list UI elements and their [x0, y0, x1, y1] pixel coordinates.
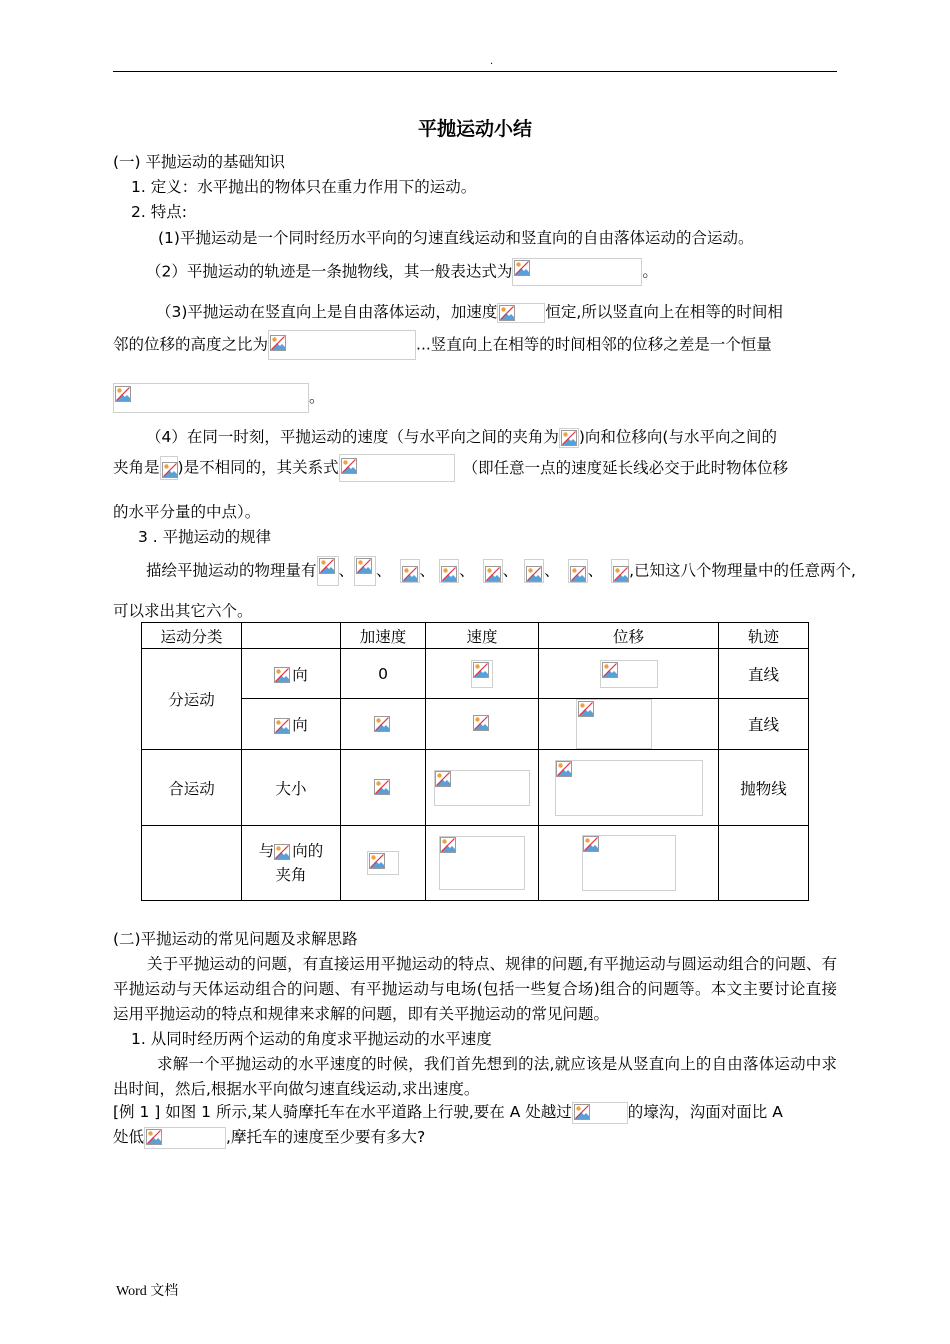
feature-3-line1 [156, 301, 783, 323]
example-text: 处低 [113, 1128, 145, 1146]
trajectory-cell: 抛物线 [719, 750, 809, 826]
broken-image-icon [473, 715, 489, 731]
feature-3-text: 恒定,所以竖直向上在相等的时间相 [545, 303, 783, 321]
broken-image-icon [369, 853, 385, 869]
feature-2-end: 。 [642, 262, 658, 281]
formula-image [268, 330, 416, 360]
feature-4-text: 夹角是 [113, 458, 160, 477]
broken-image-icon [146, 1129, 162, 1145]
formula-image [572, 1102, 628, 1124]
example-text: 的壕沟，沟面对面比 A [627, 1103, 783, 1121]
velocity-cell [426, 649, 539, 699]
feature-4-line2 [113, 454, 788, 482]
formula-image [113, 383, 309, 413]
broken-image-icon [374, 716, 390, 732]
formula-image [559, 428, 579, 448]
header-rule [113, 71, 837, 72]
footer-label: Word 文档 [116, 1284, 179, 1299]
acceleration-cell: 0 [341, 649, 426, 699]
motion-table [141, 622, 809, 901]
quantity-image [483, 559, 503, 583]
broken-image-icon [526, 566, 542, 582]
page-title: 平抛运动小结 [417, 118, 532, 140]
quantity-image [524, 559, 544, 583]
broken-image-icon [514, 260, 530, 276]
displacement-cell [539, 699, 719, 750]
feature-3-end: 。 [309, 388, 325, 406]
header-cell: 加速度 [341, 623, 426, 649]
feature-4-line1 [146, 426, 777, 448]
separator: 、 [502, 561, 519, 580]
formula-image [512, 258, 642, 286]
formula-image [497, 303, 545, 323]
empty-cell [719, 826, 809, 901]
feature-4-text: （即任意一点的速度延长线必交于此时物体位移 [462, 458, 789, 477]
feature-4-line3: 的水平分量的中点）。 [113, 503, 261, 521]
feature-2 [146, 258, 658, 286]
broken-image-icon [274, 667, 290, 683]
broken-image-icon [115, 386, 131, 402]
broken-image-icon [485, 566, 501, 582]
header-cell: 运动分类 [142, 623, 242, 649]
quantity-image [439, 559, 459, 583]
feature-3-line3 [113, 382, 325, 413]
formula-image [582, 835, 676, 891]
formula-image [274, 666, 292, 684]
formula-image [600, 660, 658, 688]
acceleration-cell [341, 750, 426, 826]
subsection-1-heading: 1. 从同时经历两个运动的角度求平抛运动的水平速度 [131, 1030, 492, 1048]
formula-image [471, 660, 493, 688]
law-text: ,已知这八个物理量中的任意两个, [629, 561, 856, 580]
feature-3-text: 邻的位移的高度之比为 [113, 335, 269, 354]
definition-line: 1. 定义：水平抛出的物体只在重力作用下的运动。 [131, 178, 477, 196]
formula-image [439, 836, 525, 890]
feature-3-text: （3)平抛运动在竖直向上是自由落体运动，加速度 [156, 303, 498, 321]
resultant-motion-cell: 合运动 [142, 750, 242, 826]
broken-image-icon [578, 701, 594, 717]
broken-image-icon [473, 662, 489, 678]
broken-image-icon [402, 566, 418, 582]
acceleration-cell [341, 699, 426, 750]
header-cell [242, 623, 341, 649]
example-1-line1 [113, 1100, 783, 1124]
broken-image-icon [561, 430, 577, 446]
separator: 、 [587, 561, 604, 580]
formula-image [373, 778, 393, 798]
formula-image [555, 760, 703, 816]
direction-cell [242, 699, 341, 750]
direction-cell [242, 649, 341, 699]
separator: 、 [544, 561, 560, 580]
direction-label: 向 [292, 665, 308, 684]
method-paragraph: 求解一个平抛运动的水平速度的时候，我们首先想到的法,就应该是从竖直向上的自由落体运动中求出时间，然后,根据水平向做匀速直线运动,求出速度。 [113, 1055, 837, 1098]
broken-image-icon [440, 837, 456, 853]
formula-image [367, 851, 399, 875]
broken-image-icon [274, 718, 290, 734]
law-line-2: 可以求出其它六个。 [113, 602, 253, 620]
angle-label: 夹角 [275, 866, 307, 884]
angle-cell [242, 826, 341, 901]
component-motion-cell: 分运动 [142, 649, 242, 750]
displacement-cell [539, 750, 719, 826]
broken-image-icon [613, 566, 629, 582]
header-cell: 速度 [426, 623, 539, 649]
section-2-paragraph: 关于平抛运动的问题，有直接运用平抛运动的特点、规律的问题,有平抛运动与圆运动组合的问题、有平抛运动与天体运动组合的问题、有平抛运动与电场(包括一些复合场)组合的问题等。本文主要讨论直接运用平抛运动的特点和规律来求解的问题，即有关平抛运动的常见问题。 [113, 955, 837, 1023]
separator: 、 [376, 561, 392, 580]
section-2-heading: (二)平抛运动的常见问题及求解思路 [113, 930, 358, 948]
example-text: [例 1 ] 如图 1 所示,某人骑摩托车在水平道路上行驶,要在 A 处越过 [113, 1103, 572, 1121]
acceleration-cell [341, 826, 426, 901]
broken-image-icon [583, 836, 599, 852]
broken-image-icon [602, 662, 618, 678]
features-heading: 2. 特点: [131, 203, 187, 221]
feature-4-text: )向和位移向(与水平向之间的 [578, 428, 777, 446]
feature-4-text: （4）在同一时刻，平抛运动的速度（与水平向之间的夹角为 [146, 428, 559, 446]
broken-image-icon [356, 558, 372, 574]
law-heading: 3 . 平抛运动的规律 [138, 528, 272, 546]
feature-3-text: ...竖直向上在相等的时间相邻的位移之差是一个恒量 [416, 335, 772, 354]
angle-label: 向的 [292, 842, 324, 860]
header-cell: 轨迹 [719, 623, 809, 649]
formula-image [274, 717, 292, 735]
formula-image [576, 699, 652, 749]
header-cell: 位移 [539, 623, 719, 649]
formula-image [144, 1127, 226, 1149]
broken-image-icon [570, 566, 586, 582]
broken-image-icon [374, 779, 390, 795]
example-1-line2 [113, 1125, 425, 1149]
example-text: ,摩托车的速度至少要有多大? [226, 1128, 426, 1146]
separator: 、 [338, 561, 355, 580]
law-quantities [146, 556, 856, 586]
separator: 、 [459, 561, 475, 580]
quantity-image [568, 559, 588, 583]
broken-image-icon [319, 558, 335, 574]
trajectory-cell: 直线 [719, 699, 809, 750]
quantity-image [611, 559, 629, 583]
broken-image-icon [162, 462, 178, 478]
broken-image-icon [435, 771, 451, 787]
feature-2-text: （2）平抛运动的轨迹是一条抛物线，其一般表达式为 [146, 262, 513, 281]
broken-image-icon [499, 305, 515, 321]
direction-label: 向 [292, 716, 308, 734]
magnitude-cell: 大小 [242, 750, 341, 826]
quantity-image [317, 556, 339, 586]
header-dot: . [490, 56, 494, 67]
formula-image [434, 770, 530, 806]
separator: 、 [419, 561, 436, 580]
quantity-image [354, 556, 376, 586]
broken-image-icon [274, 844, 290, 860]
broken-image-icon [341, 458, 357, 474]
trajectory-cell: 直线 [719, 649, 809, 699]
formula-image [339, 454, 455, 482]
formula-image [472, 714, 492, 734]
formula-image [274, 843, 292, 861]
broken-image-icon [270, 335, 286, 351]
section-1-heading: (一) 平抛运动的基础知识 [113, 153, 286, 171]
feature-4-text: )是不相同的，其关系式 [177, 458, 339, 477]
velocity-cell [426, 699, 539, 750]
empty-cell [142, 826, 242, 901]
displacement-cell [539, 649, 719, 699]
broken-image-icon [556, 761, 572, 777]
feature-3-line2 [113, 330, 772, 360]
velocity-cell [426, 750, 539, 826]
law-text: 描绘平抛运动的物理量有 [146, 561, 317, 580]
feature-1: (1)平抛运动是一个同时经历水平向的匀速直线运动和竖直向的自由落体运动的合运动。 [158, 229, 754, 247]
formula-image [160, 456, 178, 480]
formula-image [374, 715, 392, 733]
displacement-cell [539, 826, 719, 901]
broken-image-icon [574, 1104, 590, 1120]
broken-image-icon [441, 566, 457, 582]
velocity-cell [426, 826, 539, 901]
quantity-image [400, 559, 420, 583]
angle-label: 与 [258, 842, 275, 860]
